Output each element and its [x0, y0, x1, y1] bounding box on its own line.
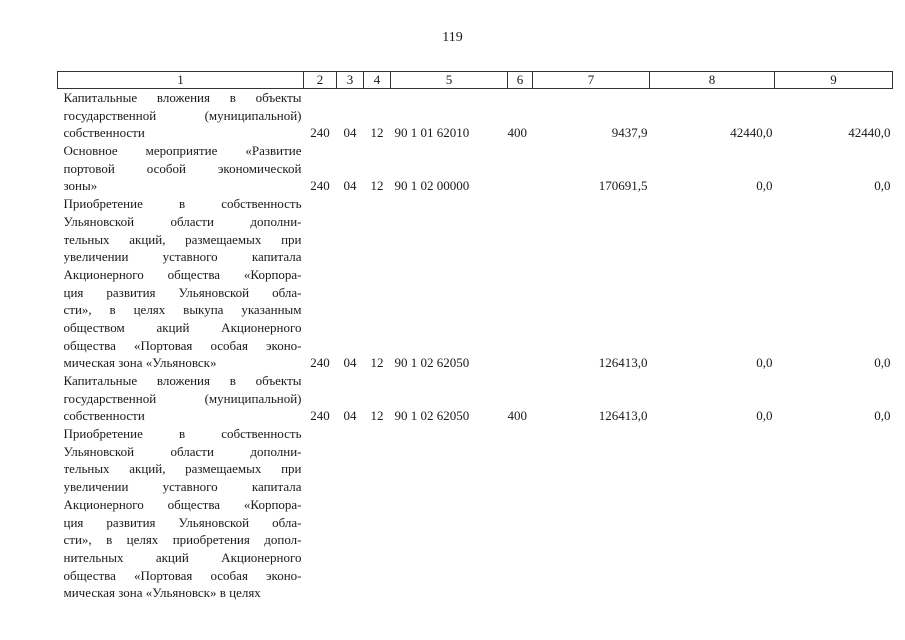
- column-number-row: [58, 72, 893, 89]
- row-name-line: сти», в целях приобретения допол-: [63, 532, 302, 548]
- amount-year-3: [775, 425, 893, 602]
- amount-year-2: 42440,0: [730, 125, 773, 141]
- row-name-line: ция развития Ульяновской обла-: [63, 514, 302, 530]
- row-name-line: Акционерного общества «Корпора-: [63, 266, 302, 282]
- row-name: [58, 195, 304, 372]
- amount-year-3: 42440,0: [848, 125, 891, 141]
- amount-year-3: 0,0: [874, 178, 891, 194]
- row-name-line: Приобретение в собственность: [63, 426, 302, 442]
- column-header: 7: [533, 72, 650, 89]
- page-number: 119: [442, 30, 463, 45]
- target-article-code: 90 1 02 00000: [394, 178, 470, 194]
- section-code: 04: [343, 125, 357, 141]
- amount-year-1: 126413,0: [598, 355, 648, 371]
- column-header: 6: [508, 72, 533, 89]
- row-name: [58, 425, 304, 602]
- row-name-line: общества «Портовая особая эконо-: [63, 567, 302, 583]
- row-name: [58, 142, 304, 195]
- row-name: [58, 89, 304, 143]
- row-name-line: государственной (муниципальной): [63, 107, 302, 123]
- amount-year-1: 9437,9: [611, 125, 648, 141]
- row-name-line: общества «Портовая особая эконо-: [63, 337, 302, 353]
- ministry-code: 240: [310, 125, 330, 141]
- table-row: [58, 372, 893, 425]
- row-name-line: зоны»: [63, 178, 98, 194]
- amount-year-3: 0,0: [874, 408, 891, 424]
- row-name-line: нительных акций Акционерного: [63, 549, 302, 565]
- expense-type-code: [508, 425, 533, 602]
- row-name-line: мическая зона «Ульяновск»: [63, 355, 217, 371]
- section-code: 04: [343, 408, 357, 424]
- ministry-code: 240: [310, 355, 330, 371]
- row-name-line: тельных акций, размещаемых при: [63, 231, 302, 247]
- column-header: 2: [304, 72, 337, 89]
- row-name-line: собственности: [63, 125, 145, 141]
- budget-table: [57, 71, 893, 602]
- subsection-code: 12: [370, 125, 384, 141]
- ministry-code: 240: [310, 178, 330, 194]
- column-header: 8: [650, 72, 775, 89]
- column-header: 3: [337, 72, 364, 89]
- ministry-code: [304, 425, 337, 602]
- target-article-code: 90 1 02 62050: [394, 408, 470, 424]
- row-name-line: Ульяновской области дополни-: [63, 213, 302, 229]
- column-header: 9: [775, 72, 893, 89]
- amount-year-2: 0,0: [756, 178, 773, 194]
- amount-year-1: 170691,5: [598, 178, 648, 194]
- subsection-code: 12: [370, 178, 384, 194]
- row-name-line: сти», в целях выкупа указанным: [63, 302, 302, 318]
- column-header: 1: [58, 72, 304, 89]
- row-name-line: портовой особой экономической: [63, 160, 302, 176]
- target-article-code: [391, 425, 508, 602]
- section-code: 04: [343, 355, 357, 371]
- table-row: [58, 425, 893, 602]
- target-article-code: 90 1 02 62050: [394, 355, 470, 371]
- row-name-line: обществом акций Акционерного: [63, 319, 302, 335]
- subsection-code: 12: [370, 355, 384, 371]
- table-body: [58, 89, 893, 602]
- subsection-code: 12: [370, 408, 384, 424]
- target-article-code: 90 1 01 62010: [394, 125, 470, 141]
- row-name-line: ция развития Ульяновской обла-: [63, 284, 302, 300]
- amount-year-1: 126413,0: [598, 408, 648, 424]
- row-name-line: Акционерного общества «Корпора-: [63, 496, 302, 512]
- section-code: 04: [343, 178, 357, 194]
- amount-year-2: [650, 425, 775, 602]
- amount-year-3: 0,0: [874, 355, 891, 371]
- table-row: [58, 89, 893, 143]
- row-name-line: Основное мероприятие «Развитие: [63, 143, 302, 159]
- table-row: [58, 142, 893, 195]
- subsection-code: [364, 425, 391, 602]
- table-row: [58, 195, 893, 372]
- amount-year-2: 0,0: [756, 408, 773, 424]
- expense-type-code: 400: [507, 408, 527, 424]
- row-name-line: собственности: [63, 408, 145, 424]
- row-name-line: Приобретение в собственность: [63, 196, 302, 212]
- expense-type-code: [508, 142, 533, 195]
- ministry-code: 240: [310, 408, 330, 424]
- row-name-line: Капитальные вложения в объекты: [63, 90, 302, 105]
- amount-year-2: 0,0: [756, 355, 773, 371]
- column-header: 4: [364, 72, 391, 89]
- row-name-line: Ульяновской области дополни-: [63, 443, 302, 459]
- row-name-line: увеличении уставного капитала: [63, 479, 302, 495]
- expense-type-code: [508, 195, 533, 372]
- row-name-line: тельных акций, размещаемых при: [63, 461, 302, 477]
- table-header: [58, 72, 893, 89]
- section-code: [337, 425, 364, 602]
- row-name-line: государственной (муниципальной): [63, 390, 302, 406]
- expense-type-code: 400: [507, 125, 527, 141]
- row-name: [58, 372, 304, 425]
- row-name-line: мическая зона «Ульяновск» в целях: [63, 585, 261, 601]
- row-name-line: увеличении уставного капитала: [63, 249, 302, 265]
- amount-year-1: [533, 425, 650, 602]
- column-header: 5: [391, 72, 508, 89]
- row-name-line: Капитальные вложения в объекты: [63, 373, 302, 388]
